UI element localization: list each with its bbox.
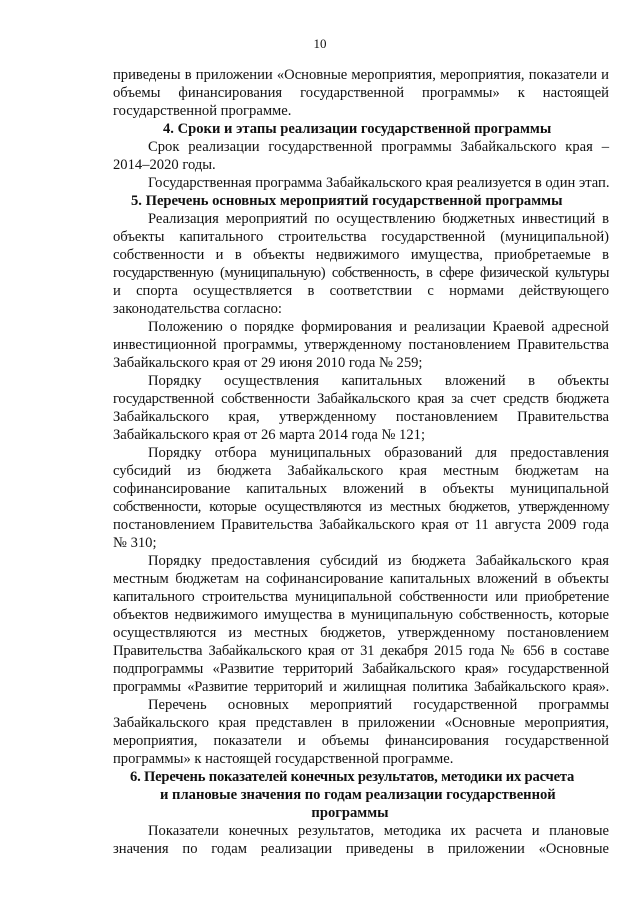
section-5-p2-line-3: Забайкальского края от 29 июня 2010 года № 259; — [113, 355, 423, 371]
section-5-p1-line-1: Реализация мероприятий по осуществлению бюджетных инвестиций в — [148, 211, 609, 227]
section-6-p1-line-2: значения по годам реализации приведены в приложении «Основные — [113, 841, 609, 857]
section-5-p4-line-3: софинансирование капитальных вложений в объекты муниципальной — [113, 481, 609, 497]
section-6-heading-line-1: 6. Перечень показателей конечных результатов, методики их расчета — [130, 769, 575, 785]
section-5-p6-line-1: Перечень основных мероприятий государственной программы — [148, 697, 609, 713]
intro-line-1: приведены в приложении «Основные мероприятия, мероприятия, показатели и — [113, 67, 609, 83]
section-5-p6-line-4: программы» к настоящей государственной программе. — [113, 751, 454, 767]
section-5-p3-line-1: Порядку осуществления капитальных вложений в объекты — [148, 373, 609, 389]
section-5-p4-line-2: субсидий из бюджета Забайкальского края местным бюджетам на — [113, 463, 609, 479]
section-5-p1-line-3: собственности и в объекты недвижимого имущества, приобретаемые в — [113, 247, 609, 263]
section-4-p2: Государственная программа Забайкальского края реализуется в один этап. — [148, 175, 610, 191]
section-4-heading: 4. Сроки и этапы реализации государственной программы — [163, 121, 552, 137]
section-5-p1-line-6: законодательства согласно: — [113, 301, 282, 317]
section-5-p5-line-1: Порядку предоставления субсидий из бюджета Забайкальского края — [148, 553, 609, 569]
section-4-p1-line-1: Срок реализации государственной программы Забайкальского края – — [148, 139, 609, 155]
section-5-p1-line-2: объекты капитального строительства государственной (муниципальной) — [113, 229, 609, 245]
section-5-p4-line-4: собственности, которые осуществляются из местных бюджетов, утвержденному — [113, 499, 609, 515]
section-4-p1-line-2: 2014–2020 годы. — [113, 157, 216, 173]
section-6-heading-line-3: программы — [311, 805, 389, 821]
section-5-p6-line-3: мероприятия, показатели и объемы финансирования государственной — [113, 733, 609, 749]
section-5-p5-line-7: подпрограммы «Развитие территорий Забайкальского края» государственной — [113, 661, 609, 677]
section-5-heading: 5. Перечень основных мероприятий государственной программы — [131, 193, 563, 209]
section-5-p3-line-4: Забайкальского края от 26 марта 2014 года № 121; — [113, 427, 426, 443]
intro-line-2: объемы финансирования государственной программы» к настоящей — [113, 85, 609, 101]
section-5-p1-line-5: и спорта осуществляется в соответствии с нормами действующего — [113, 283, 609, 299]
section-5-p4-line-1: Порядку отбора муниципальных образований для предоставления — [148, 445, 609, 461]
section-5-p5-line-3: капитального строительства муниципальной собственности или приобретение — [113, 589, 609, 605]
section-5-p2-line-2: инвестиционной программы, утвержденному постановлением Правительства — [113, 337, 609, 353]
section-5-p3-line-2: государственной собственности Забайкальского края за счет средств бюджета — [113, 391, 609, 407]
section-5-p5-line-8: программы «Развитие территорий и жилищная политика Забайкальского края». — [113, 679, 609, 695]
intro-line-3: государственной программе. — [113, 103, 292, 119]
section-6-heading-line-2: и плановые значения по годам реализации государственной — [160, 787, 556, 803]
page-number: 10 — [313, 36, 327, 51]
section-6-p1-line-1: Показатели конечных результатов, методика их расчета и плановые — [148, 823, 609, 839]
section-5-p4-line-5: постановлением Правительства Забайкальского края от 11 августа 2009 года — [113, 517, 609, 533]
section-5-p4-line-6: № 310; — [113, 535, 157, 551]
section-5-p1-line-4: государственную (муниципальную) собственность, в сфере физической культуры — [113, 265, 609, 281]
section-5-p2-line-1: Положению о порядке формирования и реализации Краевой адресной — [148, 319, 609, 335]
section-5-p6-line-2: Забайкальского края представлен в приложении «Основные мероприятия, — [113, 715, 609, 731]
section-5-p5-line-2: местным бюджетам на софинансирование капитальных вложений в объекты — [113, 571, 609, 587]
section-5-p5-line-4: объектов недвижимого имущества в муниципальную собственность, которые — [113, 607, 609, 623]
section-5-p5-line-6: Правительства Забайкальского края от 31 декабря 2015 года № 656 в составе — [113, 643, 609, 659]
section-5-p5-line-5: осуществляются из местных бюджетов, утвержденному постановлением — [113, 625, 609, 641]
section-5-p3-line-3: Забайкальского края, утвержденному постановлением Правительства — [113, 409, 609, 425]
